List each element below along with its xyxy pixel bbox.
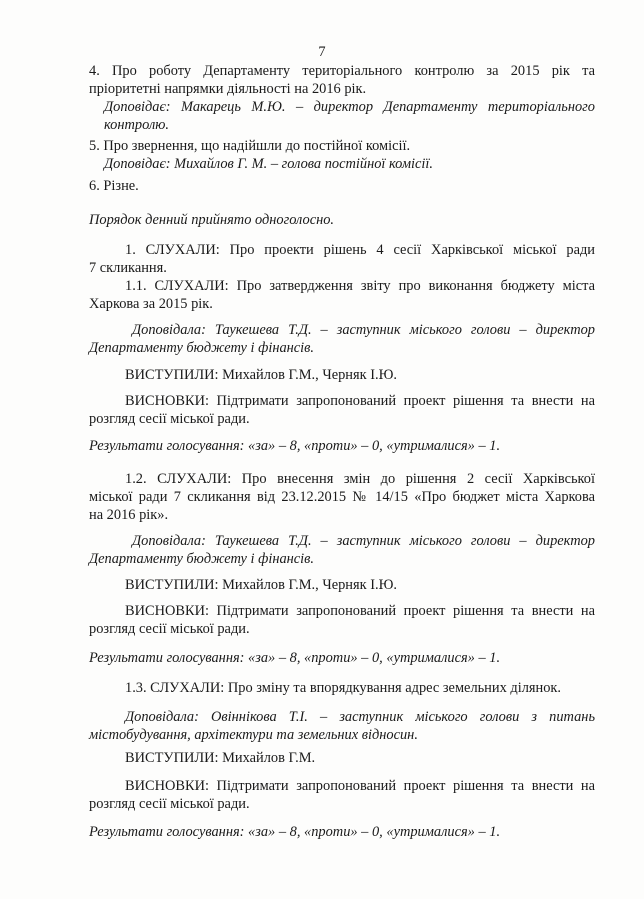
item-1-3-spoke: ВИСТУПИЛИ: Михайлов Г.М. — [125, 750, 316, 766]
agenda-item-4-speaker-line1: Доповідає: Макарець М.Ю. – директор Департаменту територіального — [104, 99, 595, 115]
item-1-3-heard: 1.3. СЛУХАЛИ: Про зміну та впорядкування адрес земельних ділянок. — [125, 680, 561, 696]
page-number: 7 — [318, 44, 326, 60]
item-1-3-conclusion-line2: розгляд сесії міської ради. — [89, 796, 250, 812]
item-1-3-speaker-line1: Доповідала: Овіннікова Т.І. – заступник міського голови з питань — [125, 709, 595, 725]
item-1-1-heard-line2: Харкова за 2015 рік. — [89, 296, 213, 312]
item-1-1-speaker-line1: Доповідала: Таукешева Т.Д. – заступник міського голови – директор — [132, 322, 595, 338]
agenda-approved-note: Порядок денний прийнято одноголосно. — [89, 212, 335, 228]
agenda-item-5-speaker: Доповідає: Михайлов Г. М. – голова постійної комісії. — [104, 156, 433, 172]
item-1-2-heard-line2: міської ради 7 скликання від 23.12.2015 № 14/15 «Про бюджет міста Харкова — [89, 489, 595, 505]
agenda-item-6: 6. Різне. — [89, 178, 139, 194]
item-1-2-vote-result: Результати голосування: «за» – 8, «проти» – 0, «утрималися» – 1. — [89, 650, 501, 666]
item-1-2-heard-line3: на 2016 рік». — [89, 507, 169, 523]
item-1-1-vote-result: Результати голосування: «за» – 8, «проти» – 0, «утрималися» – 1. — [89, 438, 501, 454]
item-1-3-conclusion-line1: ВИСНОВКИ: Підтримати запропонований проект рішення та внести на — [125, 778, 595, 794]
item-1-1-heard-line1: 1.1. СЛУХАЛИ: Про затвердження звіту про виконання бюджету міста — [125, 278, 595, 294]
agenda-item-4-line2: пріоритетні напрямки діяльності на 2016 рік. — [89, 81, 367, 97]
agenda-item-4-speaker-line2: контролю. — [104, 117, 169, 133]
agenda-item-4-line1: 4. Про роботу Департаменту територіального контролю за 2015 рік та — [89, 63, 595, 79]
item-1-2-speaker-line2: Департаменту бюджету і фінансів. — [89, 551, 315, 567]
section-1-heard-line1: 1. СЛУХАЛИ: Про проекти рішень 4 сесії Харківської міської ради — [125, 242, 595, 258]
item-1-1-spoke: ВИСТУПИЛИ: Михайлов Г.М., Черняк І.Ю. — [125, 367, 397, 383]
item-1-3-vote-result: Результати голосування: «за» – 8, «проти» – 0, «утрималися» – 1. — [89, 824, 501, 840]
item-1-2-spoke: ВИСТУПИЛИ: Михайлов Г.М., Черняк І.Ю. — [125, 577, 397, 593]
item-1-2-speaker-line1: Доповідала: Таукешева Т.Д. – заступник міського голови – директор — [132, 533, 595, 549]
item-1-1-conclusion-line2: розгляд сесії міської ради. — [89, 411, 250, 427]
item-1-1-conclusion-line1: ВИСНОВКИ: Підтримати запропонований проект рішення та внести на — [125, 393, 595, 409]
section-1-heard-line2: 7 скликання. — [89, 260, 167, 276]
item-1-3-speaker-line2: містобудування, архітектури та земельних відносин. — [89, 727, 418, 743]
item-1-1-speaker-line2: Департаменту бюджету і фінансів. — [89, 340, 315, 356]
agenda-item-5-line1: 5. Про звернення, що надійшли до постійної комісії. — [89, 138, 411, 154]
item-1-2-heard-line1: 1.2. СЛУХАЛИ: Про внесення змін до рішення 2 сесії Харківської — [125, 471, 595, 487]
item-1-2-conclusion-line1: ВИСНОВКИ: Підтримати запропонований проект рішення та внести на — [125, 603, 595, 619]
item-1-2-conclusion-line2: розгляд сесії міської ради. — [89, 621, 250, 637]
